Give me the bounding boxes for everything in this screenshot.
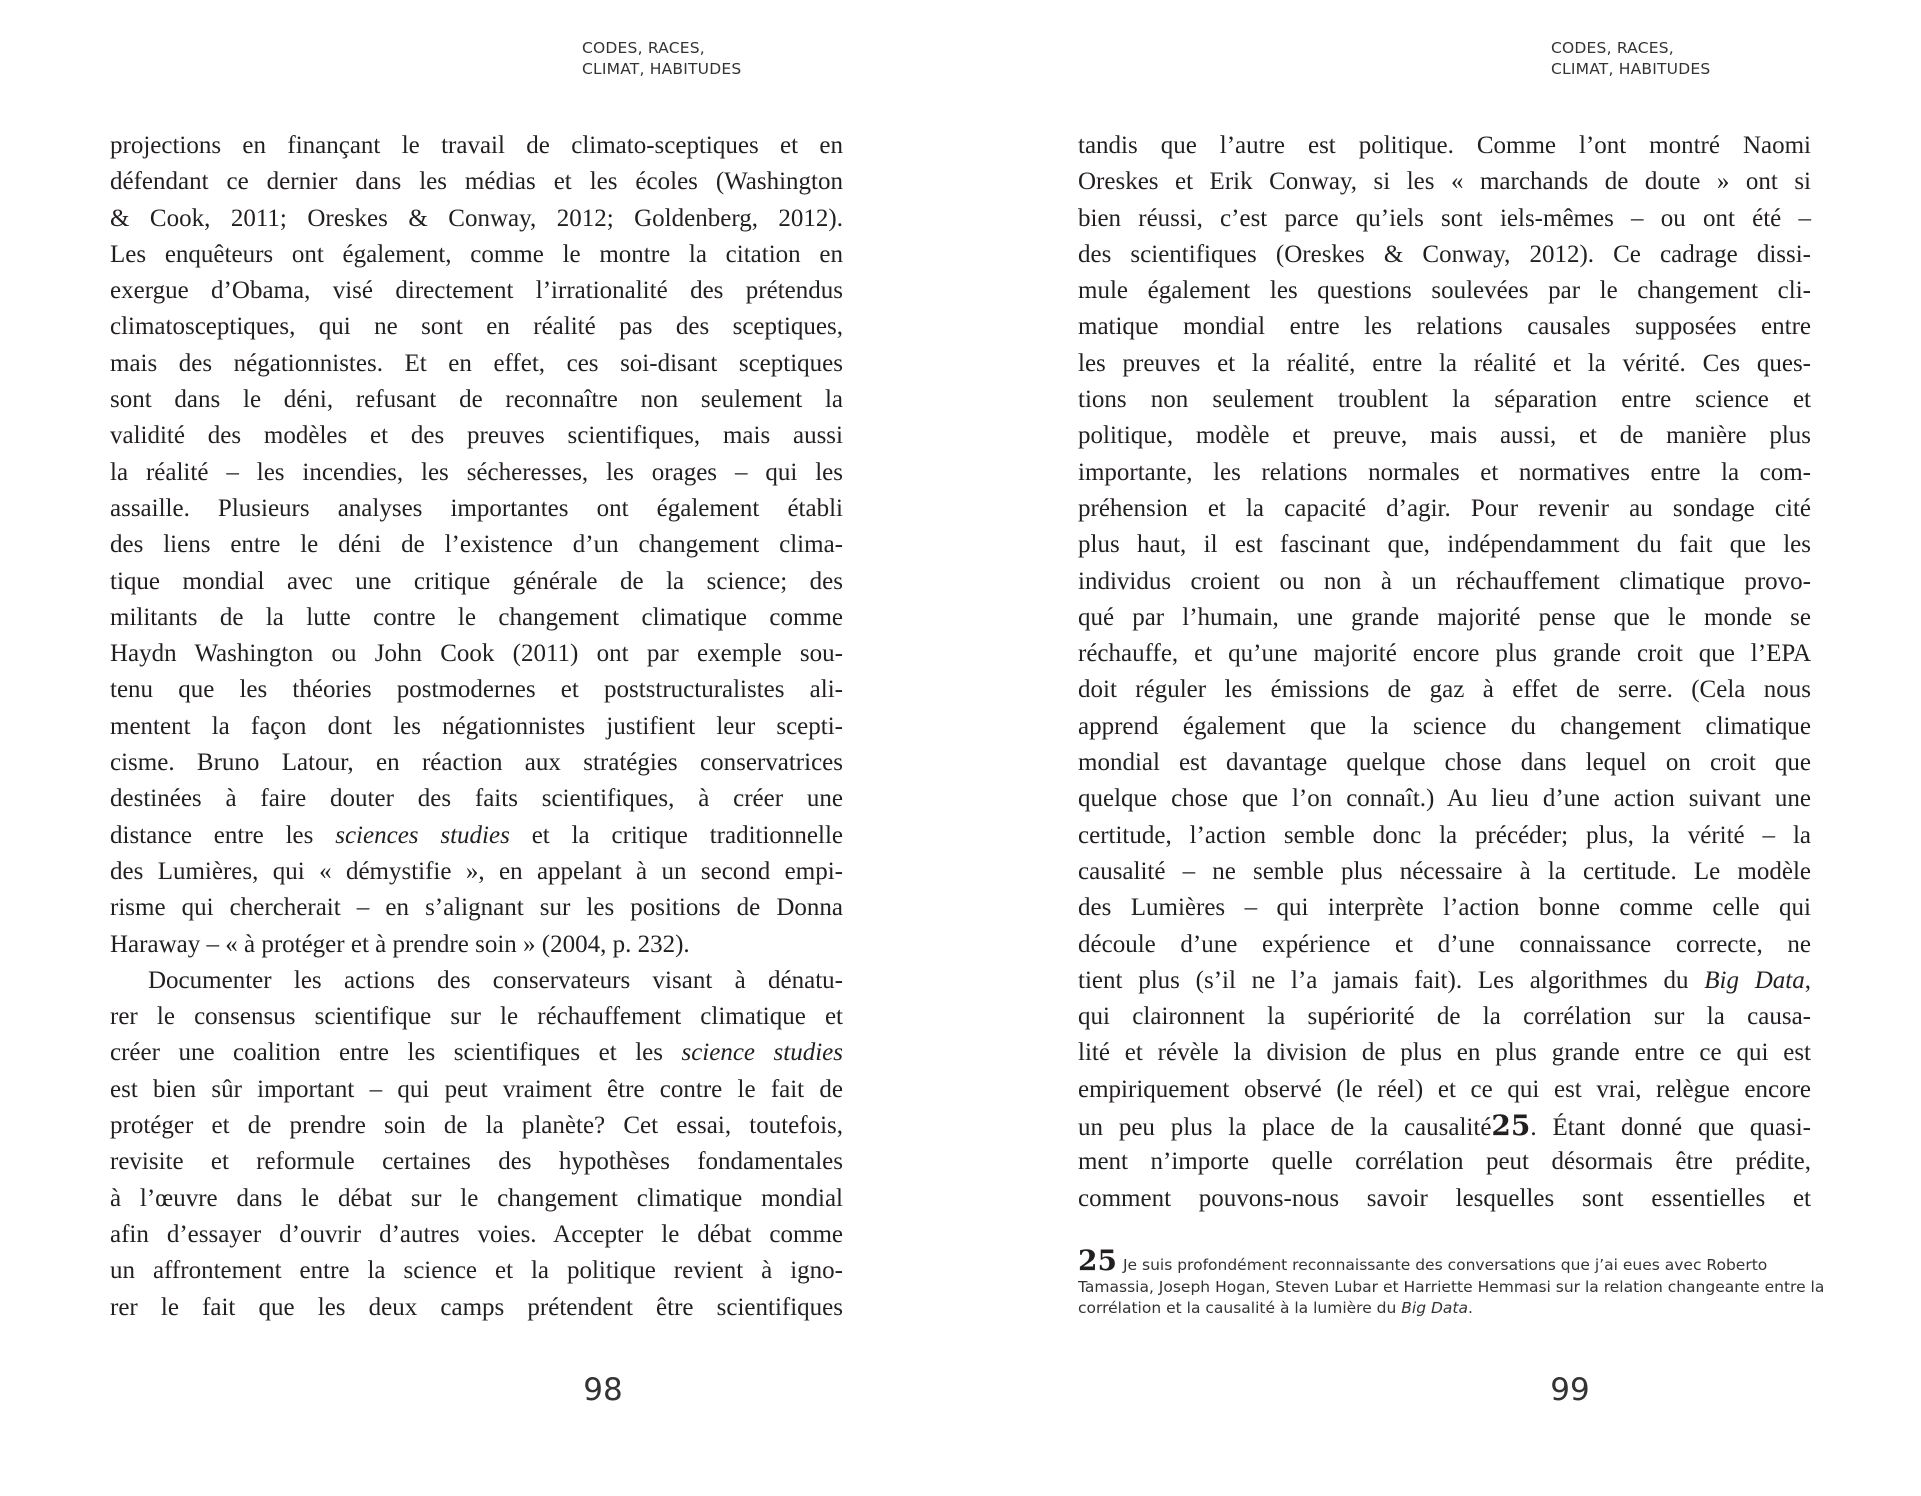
text-line: [1078, 309, 1811, 345]
line-text: matique mondial entre les relations causales supposées entre: [1078, 313, 1811, 341]
line-italic: science studies: [681, 1039, 843, 1067]
text-line: [110, 600, 843, 636]
text-line: [1078, 927, 1811, 963]
text-line: [110, 1144, 843, 1180]
line-text-end: et la critique traditionnelle: [509, 821, 843, 849]
line-text: politique, modèle et preuve, mais aussi, et de manière plus: [1078, 422, 1811, 450]
line-text: Documenter les actions des conservateurs visant à dénatu-: [148, 966, 843, 994]
text-line: [110, 1072, 843, 1108]
line-text: mentent la façon dont les négationnistes justifient leur scepti-: [110, 712, 843, 740]
text-line: [1078, 346, 1811, 382]
line-text: sont dans le déni, refusant de reconnaître non seulement la: [110, 386, 843, 414]
line-text: plus haut, il est fascinant que, indépendamment du fait que les: [1078, 531, 1811, 559]
text-line: [1078, 1072, 1811, 1108]
text-line: [1078, 890, 1811, 926]
line-text: rer le fait que les deux camps prétendent être scientifiques: [110, 1293, 843, 1321]
line-text: mondial est davantage quelque chose dans lequel on croit que: [1078, 749, 1811, 777]
text-line: [110, 890, 843, 926]
line-text: à l’œuvre dans le débat sur le changement climatique mondial: [110, 1184, 843, 1212]
running-header-left: [582, 38, 741, 80]
right-page-body: [1078, 128, 1811, 1217]
line-text: quelque chose que l’on connaît.) Au lieu d’une action suivant une: [1078, 785, 1811, 813]
text-line: [110, 781, 843, 817]
line-text: un affrontement entre la science et la politique revient à igno-: [110, 1257, 843, 1285]
line-text: tandis que l’autre est politique. Comme l’ont montré Naomi: [1078, 132, 1811, 159]
text-line: [110, 527, 843, 563]
line-text: doit réguler les émissions de gaz à effet de serre. (Cela nous: [1078, 676, 1811, 704]
line-text: qui claironnent la supériorité de la corrélation sur la causa-: [1078, 1003, 1811, 1031]
line-text: est bien sûr important – qui peut vraiment être contre le fait de: [110, 1075, 843, 1103]
text-line: [110, 818, 843, 854]
line-text: des scientifiques (Oreskes & Conway, 2012). Ce cadrage dissi-: [1078, 240, 1811, 268]
text-line: [110, 927, 843, 963]
line-text: rer le consensus scientifique sur le réchauffement climatique et: [110, 1003, 843, 1031]
line-text: individus croient ou non à un réchauffement climatique provo-: [1078, 567, 1811, 595]
text-line: [110, 745, 843, 781]
footnote-number: 25: [1078, 1244, 1117, 1277]
text-line: [110, 1217, 843, 1253]
text-line: [110, 854, 843, 890]
text-line: [110, 672, 843, 708]
line-text: empiriquement observé (le réel) et ce qui est vrai, relègue encore: [1078, 1075, 1811, 1103]
line-text: tique mondial avec une critique générale de la science; des: [110, 567, 843, 595]
header-line: CODES, RACES,: [1551, 39, 1674, 57]
line-text: comment pouvons-nous savoir lesquelles sont essentielles et: [1078, 1184, 1811, 1212]
text-line: [1078, 382, 1811, 418]
text-line: [110, 491, 843, 527]
text-line: [110, 237, 843, 273]
text-line: [1078, 1035, 1811, 1071]
page-number-left: 98: [583, 1372, 623, 1408]
line-text: bien réussi, c’est parce qu’iels sont iels-mêmes – ou ont été –: [1078, 204, 1811, 232]
line-text: revisite et reformule certaines des hypothèses fondamentales: [110, 1148, 843, 1176]
text-line: [110, 455, 843, 491]
text-line: [110, 1181, 843, 1217]
line-text: préhension et la capacité d’agir. Pour revenir au sondage cité: [1078, 494, 1811, 522]
line-text: qué par l’humain, une grande majorité pense que le monde se: [1078, 603, 1811, 631]
line-text: lité et révèle la division de plus en plus grande entre ce qui est: [1078, 1039, 1811, 1067]
text-line: [1078, 709, 1811, 745]
line-text: les preuves et la réalité, entre la réalité et la vérité. Ces ques-: [1078, 349, 1811, 377]
text-line: [110, 636, 843, 672]
text-line: [110, 564, 843, 600]
text-line: [1078, 527, 1811, 563]
line-text-end: . Étant donné que quasi-: [1530, 1114, 1811, 1142]
line-text: Haraway – « à protéger et à prendre soin » (2004, p. 232).: [110, 930, 690, 958]
line-text: des liens entre le déni de l’existence d’un changement clima-: [110, 531, 843, 559]
text-line: [110, 418, 843, 454]
line-text: cisme. Bruno Latour, en réaction aux stratégies conservatrices: [110, 749, 843, 777]
line-text: Oreskes et Erik Conway, si les « marchands de doute » ont si: [1078, 168, 1811, 196]
line-text: tient plus (s’il ne l’a jamais fait). Les algorithmes du: [1078, 966, 1705, 994]
text-line: [110, 1253, 843, 1289]
line-text: un peu plus la place de la causalité: [1078, 1114, 1492, 1142]
line-text: défendant ce dernier dans les médias et les écoles (Washington: [110, 168, 843, 196]
text-line: [1078, 201, 1811, 237]
text-line: [110, 709, 843, 745]
text-line: [1078, 418, 1811, 454]
line-text: certitude, l’action semble donc la précéder; plus, la vérité – la: [1078, 821, 1811, 849]
text-line: [110, 273, 843, 309]
line-text: destinées à faire douter des faits scientifiques, à créer une: [110, 785, 843, 813]
text-line: [1078, 636, 1811, 672]
line-text: mule également les questions soulevées par le changement cli-: [1078, 277, 1811, 305]
line-text: distance entre les: [110, 821, 336, 849]
text-line: [110, 201, 843, 237]
text-line: [110, 346, 843, 382]
text-line: [1078, 1181, 1811, 1217]
header-line: CLIMAT, HABITUDES: [1551, 60, 1711, 78]
line-text: importante, les relations normales et normatives entre la com-: [1078, 458, 1811, 486]
header-line: CLIMAT, HABITUDES: [582, 60, 742, 78]
line-text: mais des négationnistes. Et en effet, ces soi-disant sceptiques: [110, 349, 843, 377]
text-line: [1078, 164, 1811, 200]
line-text: risme qui chercherait – en s’alignant sur les positions de Donna: [110, 894, 843, 922]
text-line: [110, 963, 843, 999]
text-line: [1078, 237, 1811, 273]
text-line: [1078, 818, 1811, 854]
line-text: militants de la lutte contre le changement climatique comme: [110, 603, 843, 631]
text-line: [110, 999, 843, 1035]
text-line: [1078, 672, 1811, 708]
text-line: [1078, 1108, 1811, 1144]
footnote-text: Je suis profondément reconnaissante des conversations que j’ai eues avec Roberto Tamassia, Joseph Hogan, Steven Lubar et Harriette Hemmasi sur la relation changeante entre la corrélation et la causalité à la lumière du: [1078, 1256, 1825, 1317]
line-text: Haydn Washington ou John Cook (2011) ont par exemple sou-: [110, 640, 843, 668]
text-line: [110, 164, 843, 200]
line-text: découle d’une expérience et d’une connaissance correcte, ne: [1078, 930, 1811, 958]
text-line: [110, 128, 843, 164]
text-line: [1078, 963, 1811, 999]
line-text-end: ,: [1804, 966, 1811, 994]
line-text: tions non seulement troublent la séparation entre science et: [1078, 386, 1811, 414]
text-line: [1078, 999, 1811, 1035]
line-text: exergue d’Obama, visé directement l’irrationalité des prétendus: [110, 277, 843, 305]
text-line: [110, 1290, 843, 1326]
footnote-text-end: .: [1467, 1299, 1473, 1317]
line-text: des Lumières – qui interprète l’action bonne comme celle qui: [1078, 894, 1811, 922]
line-text: des Lumières, qui « démystifie », en appelant à un second empi-: [110, 857, 843, 885]
running-header-right: [1551, 38, 1710, 80]
header-line: CODES, RACES,: [582, 39, 705, 57]
line-text: Les enquêteurs ont également, comme le montre la citation en: [110, 240, 843, 268]
line-text: causalité – ne semble plus nécessaire à la certitude. Le modèle: [1078, 857, 1811, 885]
line-text: projections en finançant le travail de climato-sceptiques et en: [110, 132, 843, 159]
line-text: la réalité – les incendies, les sécheresses, les orages – qui les: [110, 458, 843, 486]
text-line: [110, 309, 843, 345]
text-line: [110, 1035, 843, 1071]
line-text: apprend également que la science du changement climatique: [1078, 712, 1811, 740]
line-text: ment n’importe quelle corrélation peut désormais être prédite,: [1078, 1148, 1811, 1176]
line-text: protéger et de prendre soin de la planète? Cet essai, toutefois,: [110, 1112, 843, 1140]
line-italic: Big Data: [1704, 966, 1805, 994]
line-italic: sciences studies: [335, 821, 510, 849]
text-line: [110, 1108, 843, 1144]
left-page-body: [110, 128, 843, 1326]
text-line: [1078, 781, 1811, 817]
line-text: climatosceptiques, qui ne sont en réalité pas des sceptiques,: [110, 313, 843, 341]
text-line: [110, 382, 843, 418]
line-text: afin d’essayer d’ouvrir d’autres voies. Accepter le débat comme: [110, 1220, 843, 1248]
line-text: créer une coalition entre les scientifiques et les: [110, 1039, 682, 1067]
text-line: [1078, 564, 1811, 600]
text-line: [1078, 600, 1811, 636]
text-line: [1078, 854, 1811, 890]
footnote: [1078, 1244, 1838, 1320]
line-text: validité des modèles et des preuves scientifiques, mais aussi: [110, 422, 843, 450]
footnote-italic: Big Data: [1401, 1299, 1468, 1317]
line-text: assaille. Plusieurs analyses importantes ont également établi: [110, 494, 843, 522]
line-text: tenu que les théories postmodernes et poststructuralistes ali-: [110, 676, 843, 704]
text-line: [1078, 273, 1811, 309]
line-text: réchauffe, et qu’une majorité encore plus grande croit que l’EPA: [1078, 640, 1811, 668]
line-text: & Cook, 2011; Oreskes & Conway, 2012; Goldenberg, 2012).: [110, 204, 843, 232]
page-number-right: 99: [1550, 1372, 1590, 1408]
text-line: [1078, 491, 1811, 527]
footnote-reference[interactable]: 25: [1491, 1109, 1531, 1143]
text-line: [1078, 745, 1811, 781]
text-line: [1078, 128, 1811, 164]
text-line: [1078, 455, 1811, 491]
text-line: [1078, 1144, 1811, 1180]
